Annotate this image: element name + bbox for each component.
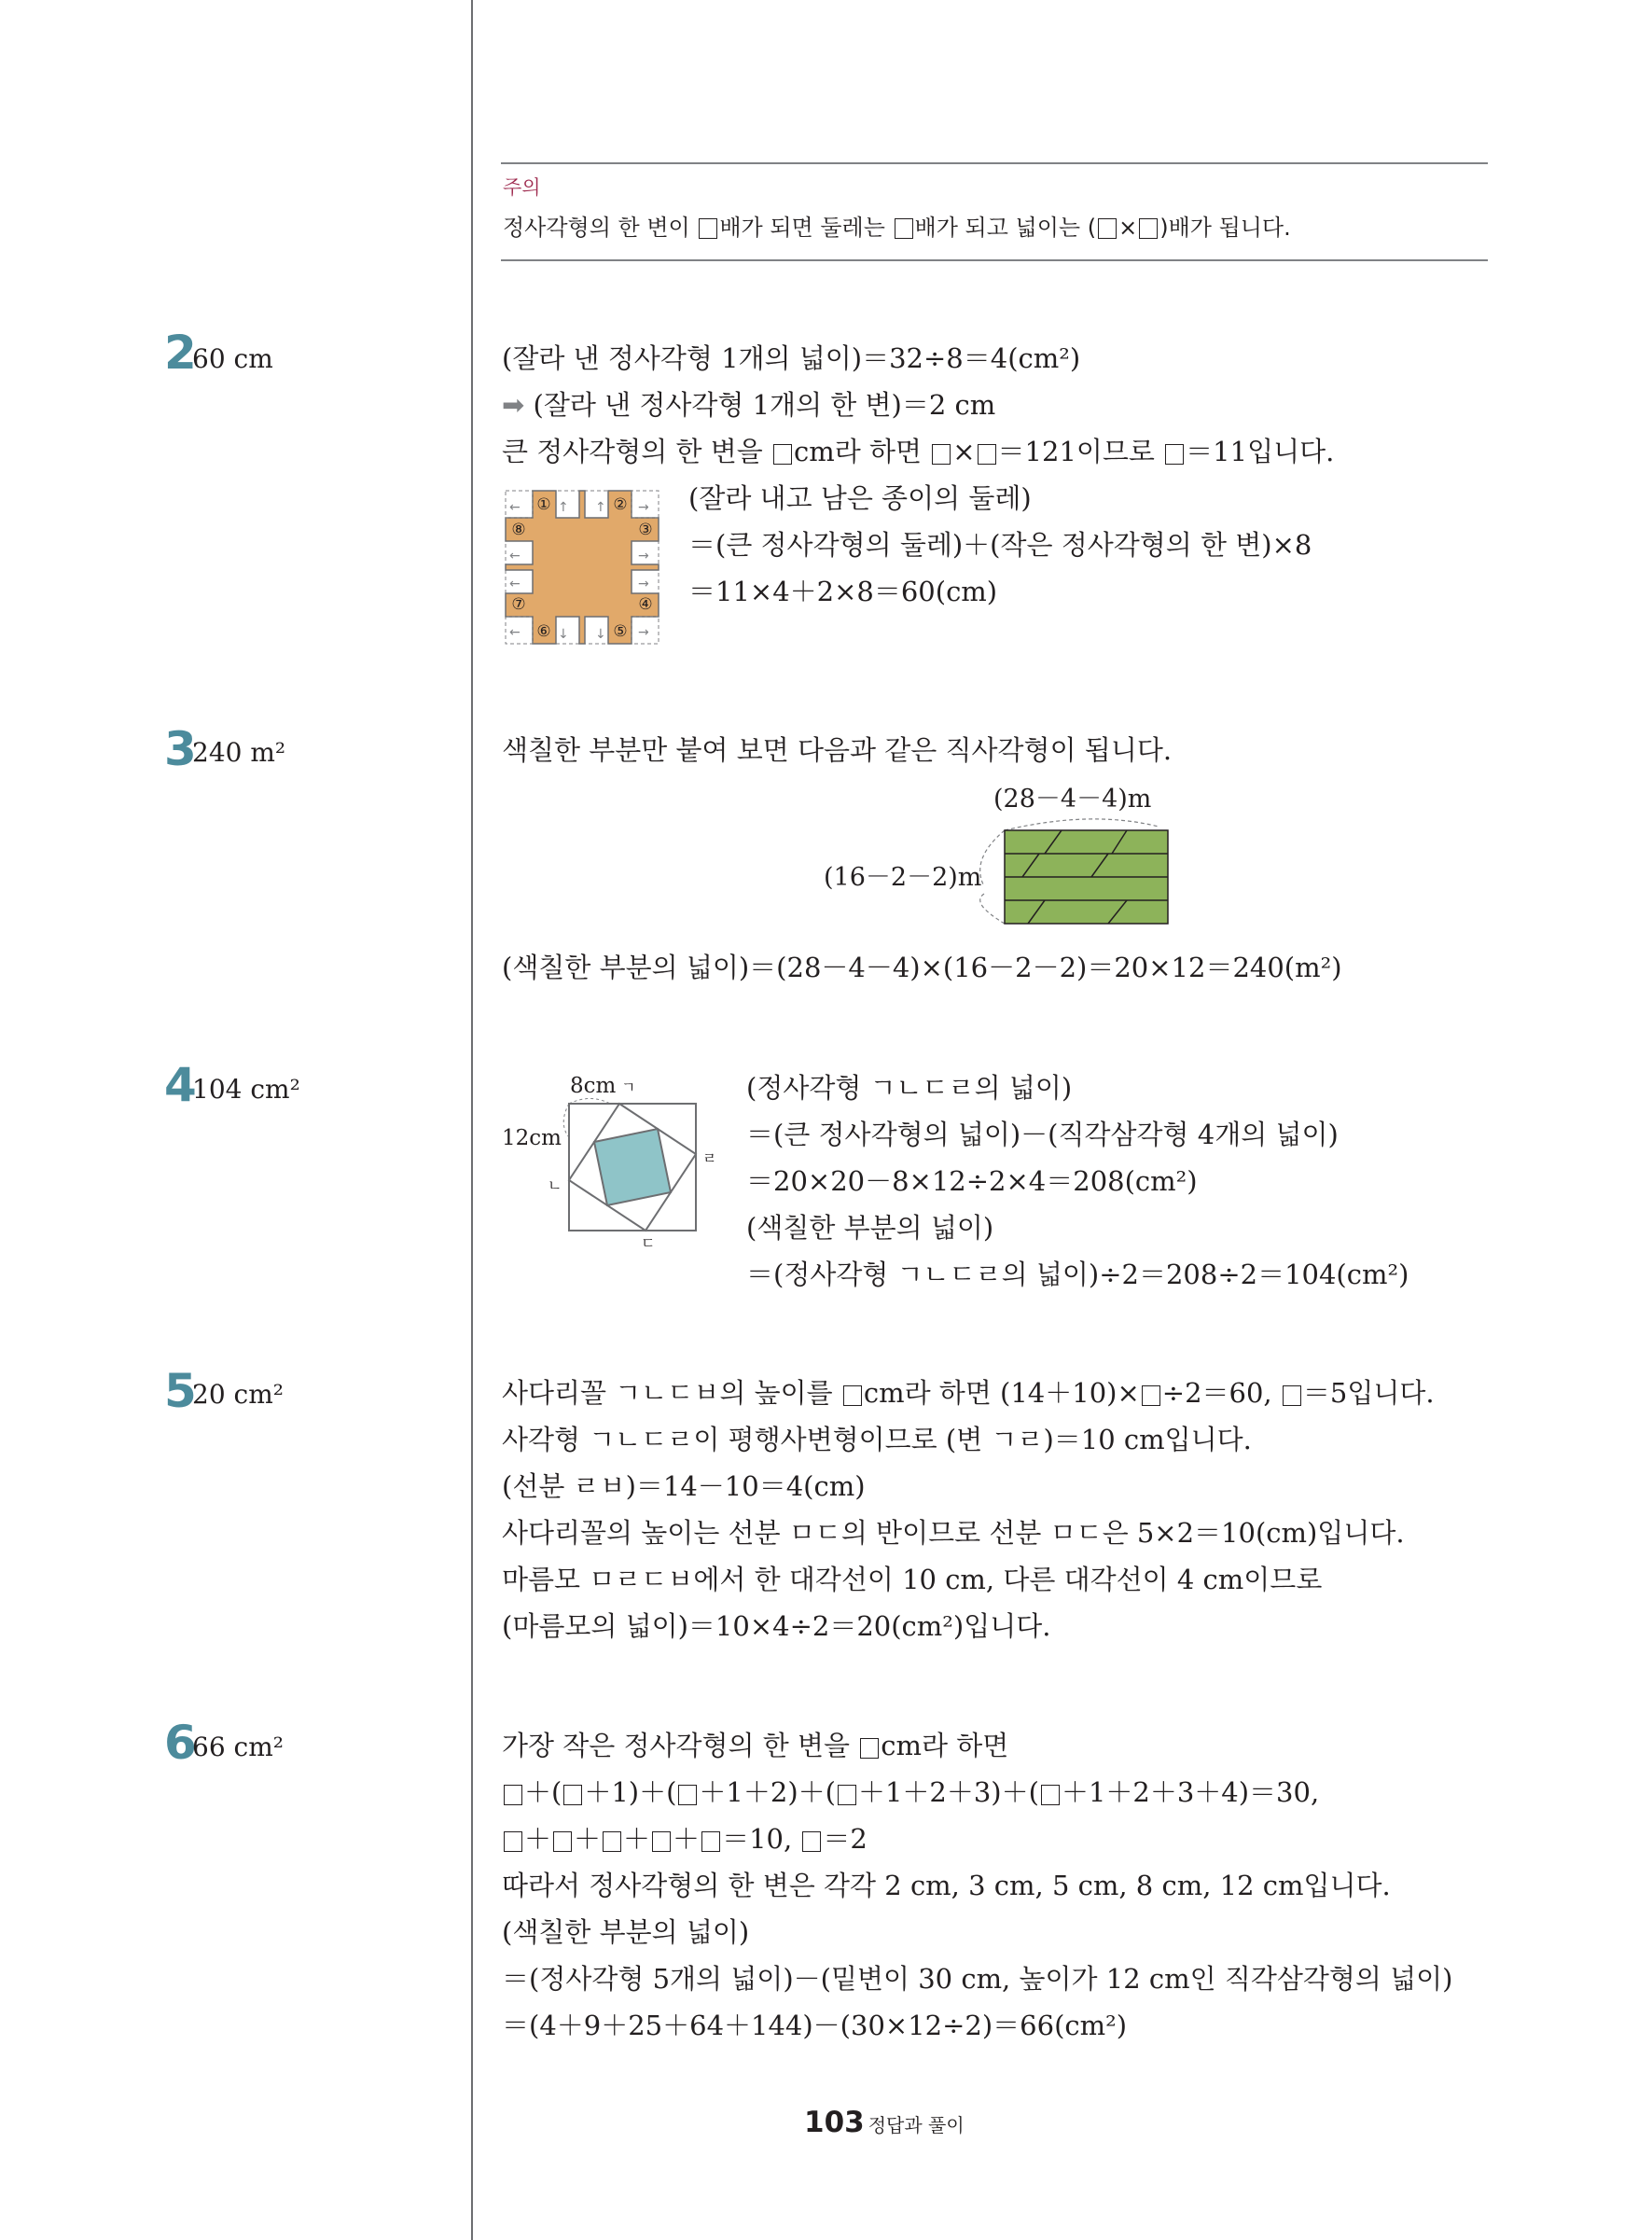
solution-line: (잘라 낸 정사각형 1개의 넓이)＝32÷8＝4(cm²): [502, 342, 1081, 374]
solution-line: ＝(큰 정사각형의 넓이)－(직각삼각형 4개의 넓이): [746, 1119, 1339, 1150]
arrow-up-icon: ↑: [595, 500, 606, 515]
solution-line: ＝20×20－8×12÷2×4＝208(cm²): [746, 1165, 1198, 1197]
left-dimension-label: (16－2－2)m: [824, 863, 982, 892]
solution-line: 색칠한 부분만 붙여 보면 다음과 같은 직사각형이 됩니다.: [502, 734, 1173, 766]
page-number: 103: [804, 2106, 865, 2139]
cut-label: ①: [536, 495, 551, 514]
solution-line: 사다리꼴 ㄱㄴㄷㅂ의 높이를 cm라 하면 (14＋10)× ÷2＝60, ＝5입니다.: [502, 1377, 1435, 1409]
note-title: 주의: [503, 176, 541, 199]
blank-box-icon: [1098, 218, 1117, 239]
arrow-right-icon: →: [638, 500, 649, 515]
square-diagram: [563, 1099, 696, 1231]
blank-box-icon: [603, 1831, 621, 1852]
solution-line: ＋( ＋1)＋( ＋1＋2)＋( ＋1＋2＋3)＋( ＋1＋2＋3＋4)＝30,: [502, 1769, 1453, 1816]
solution-text: [502, 1722, 1453, 2049]
field-rectangle: [1005, 830, 1168, 924]
cut-paper-figure: [502, 487, 662, 647]
blank-box-icon: [1041, 1785, 1060, 1805]
page-footer: [804, 2106, 965, 2139]
blank-box-icon: [1139, 218, 1158, 239]
arrow-right-icon: →: [638, 549, 649, 563]
blank-box-icon: [504, 1831, 522, 1852]
solution-line: [502, 382, 1334, 428]
cut-label: ④: [638, 595, 653, 614]
solution-line: 가장 작은 정사각형의 한 변을 cm라 하면: [502, 1730, 1009, 1761]
column-divider: [471, 0, 473, 2240]
blank-box-icon: [553, 1831, 572, 1852]
cut-paper-shape: [506, 491, 659, 644]
side-solution: [688, 475, 1312, 615]
solution-line: (색칠한 부분의 넓이): [502, 1916, 750, 1948]
top-length-label: 8cm: [570, 1074, 617, 1098]
solution-line: 마름모 ㅁㄹㄷㅂ에서 한 대각선이 10 cm, 다른 대각선이 4 cm이므로: [502, 1564, 1323, 1595]
note-text: 정사각형의 한 변이 배가 되면 둘레는 배가 되고 넓이는 ( × )배가 됩니다.: [503, 215, 1291, 241]
blank-box-icon: [1165, 444, 1184, 465]
problem-number: 2: [164, 326, 197, 380]
solution-text: [502, 944, 1342, 991]
blank-box-icon: [932, 444, 951, 465]
cut-label: ⑤: [613, 622, 628, 641]
left-length-label: 12cm: [502, 1126, 562, 1150]
blank-box-icon: [895, 218, 913, 239]
problem-number: 6: [164, 1716, 197, 1770]
solution-line: (정사각형 ㄱㄴㄷㄹ의 넓이): [746, 1072, 1073, 1104]
blank-box-icon: [652, 1831, 671, 1852]
blank-box-icon: [1142, 1385, 1160, 1406]
tilted-square-figure: [499, 1071, 717, 1267]
solution-line: (잘라 내고 남은 종이의 둘레): [688, 482, 1032, 514]
problem-answer: 240 m²: [192, 737, 286, 768]
arrow-right-icon: →: [638, 625, 649, 640]
arrow-left-icon: ←: [509, 549, 521, 563]
problem-answer: 66 cm²: [192, 1732, 284, 1762]
solution-line: 사각형 ㄱㄴㄷㄹ이 평행사변형이므로 (변 ㄱㄹ)＝10 cm입니다.: [502, 1424, 1252, 1455]
solution-text: [502, 335, 1334, 475]
cut-label: ③: [638, 521, 653, 539]
blank-box-icon: [860, 1738, 879, 1759]
solution-text: [502, 1370, 1435, 1649]
blank-box-icon: [773, 444, 792, 465]
solution-line: (색칠한 부분의 넓이): [746, 1212, 994, 1244]
blank-box-icon: [699, 218, 717, 239]
solution-line: (마름모의 넓이)＝10×4÷2＝20(cm²)입니다.: [502, 1610, 1051, 1642]
vertex-label-d: ㄷ: [641, 1234, 656, 1252]
problem-number: 5: [164, 1364, 197, 1418]
cut-label: ②: [613, 495, 628, 514]
problem-number: 4: [164, 1058, 197, 1112]
problem-answer: 20 cm²: [192, 1379, 284, 1410]
blank-box-icon: [701, 1831, 720, 1852]
arrow-left-icon: ←: [509, 625, 521, 640]
solution-line: 따라서 정사각형의 한 변은 각각 2 cm, 3 cm, 5 cm, 8 cm, 12 cm입니다.: [502, 1870, 1391, 1901]
footer-label: 정답과 풀이: [868, 2114, 965, 2136]
top-dimension-label: (28－4－4)m: [993, 785, 1152, 814]
blank-box-icon: [504, 1785, 522, 1805]
arrow-down-icon: ↓: [595, 627, 606, 642]
cut-label: ⑥: [536, 622, 551, 641]
arrow-down-icon: ↓: [558, 627, 569, 642]
problem-number: 3: [164, 722, 197, 776]
solution-line: ＝(정사각형 5개의 넓이)－(밑변이 30 cm, 높이가 12 cm인 직각삼각형의 넓이): [502, 1963, 1453, 1995]
vertex-label-g: ㄱ: [621, 1078, 636, 1096]
blank-box-icon: [838, 1785, 856, 1805]
solution-line: (색칠한 부분의 넓이)＝(28－4－4)×(16－2－2)＝20×12＝240(m²): [502, 952, 1342, 983]
side-solution: [746, 1064, 1409, 1298]
blank-box-icon: [678, 1785, 697, 1805]
solution-line: ＝11×4＋2×8＝60(cm): [688, 576, 998, 607]
problem-answer: 104 cm²: [192, 1074, 300, 1105]
problem-answer: 60 cm: [192, 343, 273, 374]
blank-box-icon: [1283, 1385, 1301, 1406]
solution-text: [502, 727, 1172, 773]
note-box: [501, 162, 1488, 261]
vertex-label-n: ㄴ: [548, 1176, 562, 1194]
cut-label: ⑦: [511, 595, 526, 614]
blank-box-icon: [843, 1385, 862, 1406]
arrow-left-icon: ←: [509, 500, 521, 515]
arrow-left-icon: ←: [509, 577, 521, 591]
solution-line: 사다리꼴의 높이는 선분 ㅁㄷ의 반이므로 선분 ㅁㄷ은 5×2＝10(cm)입니다.: [502, 1517, 1405, 1549]
solution-line: 큰 정사각형의 한 변을 cm라 하면 × ＝121이므로 ＝11입니다.: [502, 436, 1335, 467]
blank-box-icon: [563, 1785, 582, 1805]
cut-label: ⑧: [511, 521, 526, 539]
arrow-right-icon: ➡: [502, 389, 534, 421]
blank-box-icon: [802, 1831, 821, 1852]
solution-line-text: (잘라 낸 정사각형 1개의 한 변)＝2 cm: [533, 389, 996, 421]
solution-line: ＝(4＋9＋25＋64＋144)－(30×12÷2)＝66(cm²): [502, 2010, 1128, 2041]
arrow-right-icon: →: [638, 577, 649, 591]
solution-line: ＋ ＋ ＋ ＋ ＝10, ＝2: [502, 1816, 1453, 1862]
solution-line: ＝(큰 정사각형의 둘레)＋(작은 정사각형의 한 변)×8: [688, 529, 1312, 561]
solution-line: (선분 ㄹㅂ)＝14－10＝4(cm): [502, 1470, 866, 1502]
field-rectangle-figure: [812, 782, 1185, 940]
arrow-up-icon: ↑: [558, 500, 569, 515]
vertex-label-r: ㄹ: [702, 1149, 717, 1167]
solution-line: ＝(정사각형 ㄱㄴㄷㄹ의 넓이)÷2＝208÷2＝104(cm²): [746, 1259, 1409, 1290]
blank-box-icon: [978, 444, 996, 465]
